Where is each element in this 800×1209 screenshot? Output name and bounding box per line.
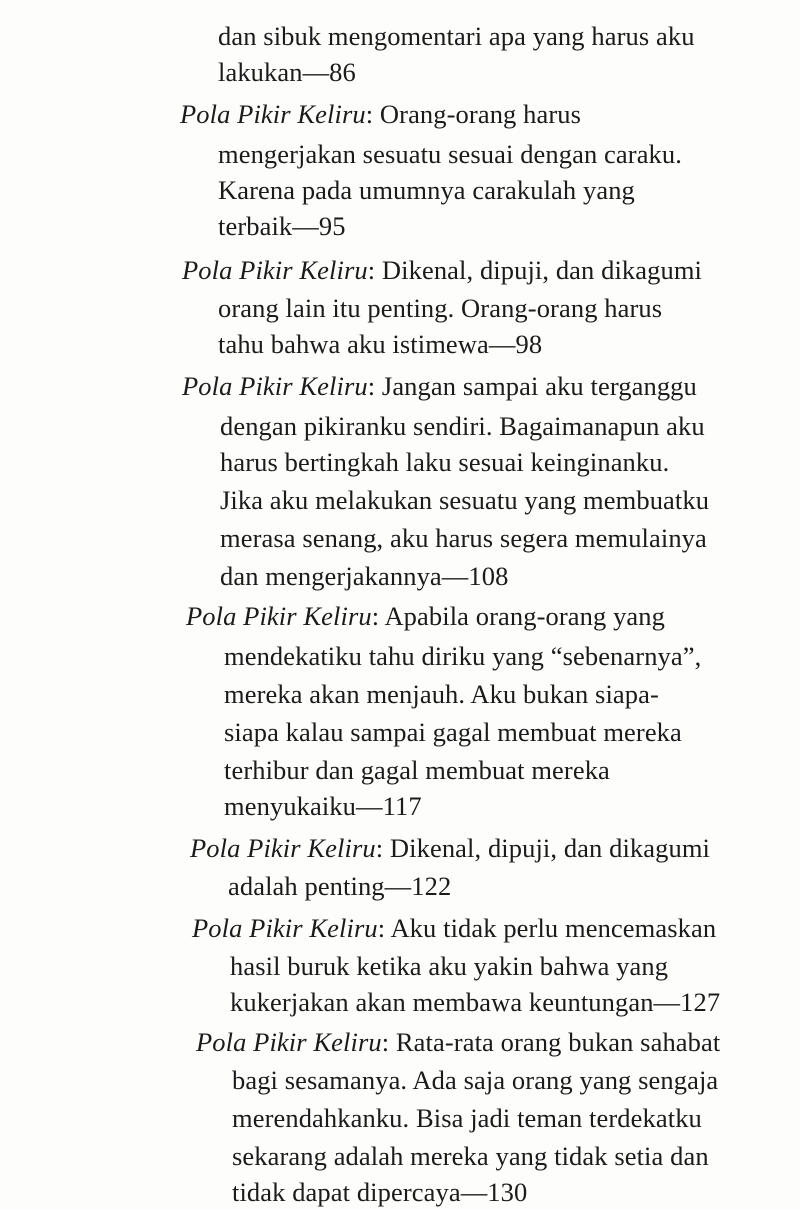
- entry-first-line-text: : Dikenal, dipuji, dan dikagumi: [367, 255, 703, 285]
- text-line: Jika aku melakukan sesuatu yang membuatku: [220, 485, 710, 515]
- text-line: menyukaiku—117: [224, 791, 422, 821]
- entry-first-line-text: : Rata-rata orang bukan sahabat: [381, 1027, 721, 1057]
- text-line: terbaik—95: [218, 211, 346, 241]
- text-line: tahu bahwa aku istimewa—98: [218, 329, 543, 359]
- text-line: dengan pikiranku sendiri. Bagaimanapun aku: [220, 411, 705, 441]
- text-line: harus bertingkah laku sesuai keinginanku.: [220, 447, 670, 477]
- text-line: adalah penting—122: [228, 871, 452, 901]
- entry-first-line: [192, 912, 716, 944]
- text-line: sekarang adalah mereka yang tidak setia dan: [232, 1141, 709, 1171]
- text-line: merendahkanku. Bisa jadi teman terdekatku: [232, 1103, 702, 1133]
- entry-first-line-text: : Orang-orang harus: [365, 99, 582, 129]
- entry-lead: Pola Pikir Keliru: [180, 99, 366, 129]
- text-line: terhibur dan gagal membuat mereka: [224, 755, 610, 785]
- entry-lead: Pola Pikir Keliru: [190, 833, 376, 863]
- text-line: orang lain itu penting. Orang-orang harus: [218, 293, 663, 323]
- entry-lead: Pola Pikir Keliru: [186, 601, 372, 631]
- entry-first-line-text: : Aku tidak perlu mencemaskan: [377, 913, 717, 943]
- entry-first-line: [186, 600, 665, 632]
- entry-first-line: [182, 254, 702, 286]
- entry-first-line: [190, 832, 710, 864]
- entry-first-line: [196, 1026, 720, 1058]
- entry-first-line-text: : Dikenal, dipuji, dan dikagumi: [375, 833, 711, 863]
- text-line: lakukan—86: [218, 57, 356, 87]
- text-line: kukerjakan akan membawa keuntungan—127: [230, 987, 721, 1017]
- text-line: tidak dapat dipercaya—130: [232, 1177, 528, 1207]
- entry-first-line-text: : Jangan sampai aku terganggu: [367, 371, 697, 401]
- entry-first-line: [182, 370, 697, 402]
- text-line: siapa kalau sampai gagal membuat mereka: [224, 717, 682, 747]
- text-line: mendekatiku tahu diriku yang “sebenarnya”,: [224, 641, 702, 671]
- text-line: mengerjakan sesuatu sesuai dengan caraku.: [218, 139, 682, 169]
- entry-lead: Pola Pikir Keliru: [182, 255, 368, 285]
- entry-first-line: [180, 98, 581, 130]
- entry-first-line-text: : Apabila orang-orang yang: [371, 601, 665, 631]
- text-line: mereka akan menjauh. Aku bukan siapa-: [224, 679, 659, 709]
- text-line: dan mengerjakannya—108: [220, 561, 509, 591]
- text-line: Karena pada umumnya carakulah yang: [218, 175, 635, 205]
- entry-lead: Pola Pikir Keliru: [196, 1027, 382, 1057]
- entry-lead: Pola Pikir Keliru: [192, 913, 378, 943]
- text-line: hasil buruk ketika aku yakin bahwa yang: [230, 951, 669, 981]
- text-line: bagi sesamanya. Ada saja orang yang sengaja: [232, 1065, 719, 1095]
- text-line: merasa senang, aku harus segera memulainya: [220, 523, 707, 553]
- text-line: dan sibuk mengomentari apa yang harus aku: [218, 21, 695, 51]
- entry-lead: Pola Pikir Keliru: [182, 371, 368, 401]
